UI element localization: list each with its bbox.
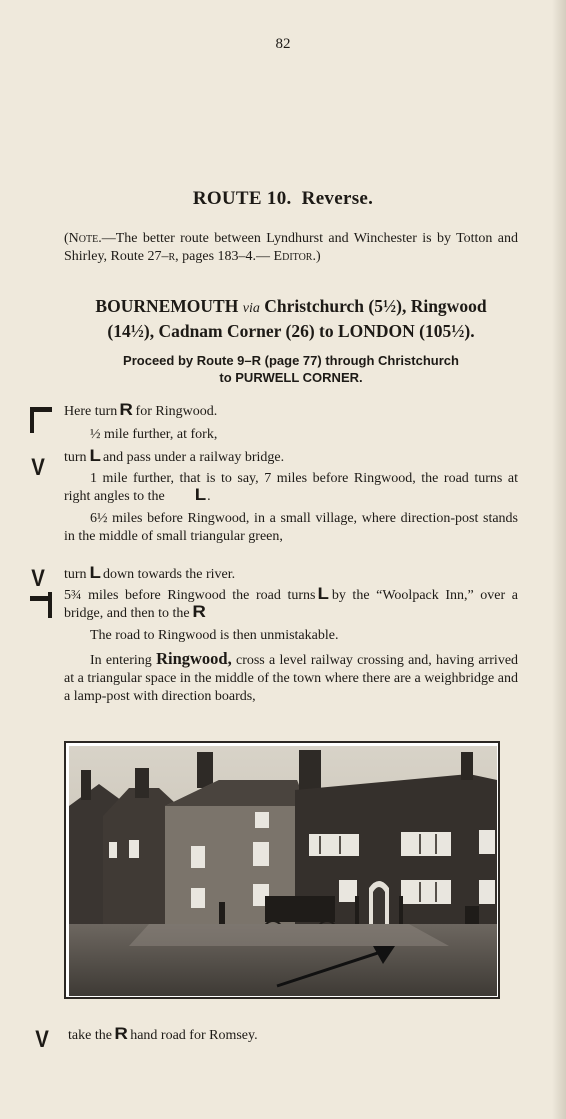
editor-note: (Note.—The better route between Lyndhurst and Winchester is by Totton and Shirley, Route 27–r, pages 183–4.— Editor.) [64,231,518,264]
direction-6 [64,563,518,584]
route-heading [60,295,522,342]
direction-8: The road to Ringwood is then unmistakable. [90,628,339,643]
direction-2: ½ mile further, at fork, [90,427,218,442]
direction-10 [68,1024,498,1045]
proceed-line1: Proceed by Route 9–R (page 77) through Christchurch [123,353,459,368]
fork-icon: V [31,454,45,481]
left-sign-icon: L [89,563,101,582]
direction-9-text-end: cross a level railway crossing and, having arrived at a triangular space in the middle of the town where there are a weighbridge and a lamp-post with direction boards, [64,653,519,704]
direction-6-text: turn [64,567,87,582]
note-text-a: —The better route between Lyndhurst and Winchester is by Totton and Shirley, Route 27– [64,231,518,264]
proceed-instruction [60,352,522,386]
direction-4-text: 1 mile further, that is to say, 7 miles before Ringwood, the road turns at right angles to the [64,471,518,504]
right-turn-icon [30,407,54,433]
direction-1 [64,400,518,421]
page-number: 82 [275,36,291,52]
route-line2: (14½), Cadnam Corner (26) to LONDON (105½). [107,321,475,341]
town-name: Ringwood, [156,649,232,668]
left-sign-icon: L [317,584,330,603]
direction-4 [64,470,518,506]
fork-icon: V [31,565,45,592]
left-right-icon [30,592,54,618]
right-sign-icon: R [191,602,206,621]
note-editor: Editor. [273,249,316,264]
right-sign-icon: R [119,400,134,419]
direction-4-end: . [207,489,211,504]
note-close: ) [315,249,321,264]
direction-9-text: In entering [90,653,152,668]
direction-3-text-end: and pass under a railway bridge. [102,450,285,465]
direction-1-text-end: for Ringwood. [135,404,218,419]
left-sign-icon: L [194,485,206,504]
direction-7-text-end: by the “Woolpack Inn,” over a bridge, and then to the [64,588,518,621]
direction-7-text: 5¾ miles before Ringwood the road turns [64,588,316,603]
direction-7 [64,584,518,623]
note-text-b: , pages 183–4.— [175,249,271,264]
fork-icon: V [35,1026,49,1053]
route-start: BOURNEMOUTH [95,296,239,316]
direction-9 [64,650,518,706]
town-photograph [64,741,500,999]
direction-6-text-end: down towards the river. [102,567,236,582]
note-label: Note. [68,231,102,246]
route-via: via [242,301,260,316]
route-title: ROUTE 10. Reverse. [192,188,374,209]
right-sign-icon: R [114,1024,128,1043]
route-line1: Christchurch (5½), Ringwood [264,296,487,316]
direction-3-text: turn [64,450,87,465]
page-edge-shadow [552,0,566,1119]
note-route-suffix: r [168,249,176,264]
direction-5: 6½ miles before Ringwood, in a small village, where direction-post stands in the middle of small triangular green, [64,511,518,544]
direction-10-text-end: hand road for Romsey. [130,1028,258,1043]
direction-10-text: take the [68,1028,112,1043]
photograph-image [69,746,497,996]
direction-3 [64,446,518,467]
proceed-line2: to PURWELL CORNER. [219,370,363,385]
left-sign-icon: L [89,446,101,465]
direction-1-text: Here turn [64,404,118,419]
